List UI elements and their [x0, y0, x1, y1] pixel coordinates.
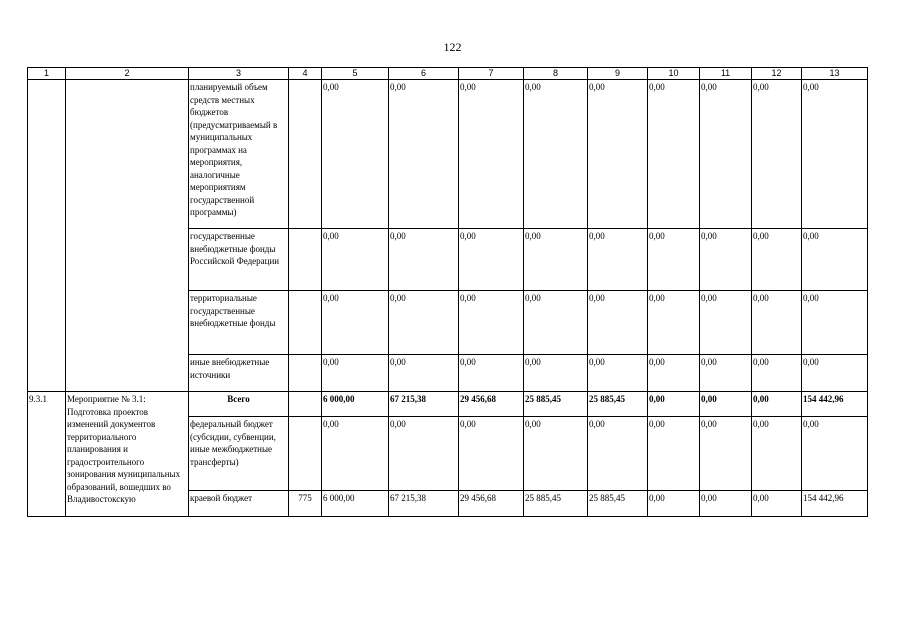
amount-cell: 0,00 — [700, 491, 752, 517]
budget-code — [289, 80, 322, 229]
funding-source: федеральный бюджет (субсидии, субвенции, иные межбюджетные трансферты) — [189, 417, 289, 491]
column-number: 10 — [648, 68, 700, 80]
amount-cell: 0,00 — [648, 229, 700, 291]
measure-number: 9.3.1 — [28, 392, 66, 517]
amount-cell: 0,00 — [459, 355, 524, 392]
amount-cell: 0,00 — [700, 80, 752, 229]
amount-cell: 0,00 — [752, 80, 802, 229]
funding-source-total: Всего — [189, 392, 289, 417]
amount-cell: 0,00 — [459, 291, 524, 355]
table-row — [28, 80, 868, 229]
amount-cell: 6 000,00 — [322, 392, 389, 417]
amount-cell: 0,00 — [524, 355, 588, 392]
amount-cell: 0,00 — [648, 80, 700, 229]
column-number: 2 — [66, 68, 189, 80]
column-number: 12 — [752, 68, 802, 80]
amount-cell: 0,00 — [524, 291, 588, 355]
column-number: 4 — [289, 68, 322, 80]
amount-cell: 0,00 — [752, 229, 802, 291]
amount-cell: 0,00 — [524, 229, 588, 291]
amount-cell: 0,00 — [459, 80, 524, 229]
amount-cell: 0,00 — [752, 491, 802, 517]
budget-code — [289, 417, 322, 491]
amount-cell: 0,00 — [389, 291, 459, 355]
amount-cell: 0,00 — [588, 417, 648, 491]
amount-cell: 0,00 — [524, 417, 588, 491]
amount-cell: 0,00 — [802, 417, 868, 491]
table-row-total — [28, 392, 868, 417]
funding-source: государственные внебюджетные фонды Российской Федерации — [189, 229, 289, 291]
amount-cell: 0,00 — [802, 291, 868, 355]
amount-cell: 25 885,45 — [524, 491, 588, 517]
column-number: 5 — [322, 68, 389, 80]
amount-cell: 25 885,45 — [524, 392, 588, 417]
column-number-row — [28, 68, 868, 80]
amount-cell: 0,00 — [588, 355, 648, 392]
column-number: 6 — [389, 68, 459, 80]
amount-cell: 154 442,96 — [802, 491, 868, 517]
amount-cell: 0,00 — [588, 291, 648, 355]
amount-cell: 0,00 — [459, 229, 524, 291]
amount-cell: 0,00 — [389, 80, 459, 229]
amount-cell: 0,00 — [648, 491, 700, 517]
amount-cell: 29 456,68 — [459, 392, 524, 417]
budget-code — [289, 291, 322, 355]
amount-cell: 0,00 — [389, 355, 459, 392]
amount-cell: 0,00 — [648, 291, 700, 355]
amount-cell: 0,00 — [700, 392, 752, 417]
amount-cell: 0,00 — [752, 417, 802, 491]
amount-cell: 0,00 — [752, 392, 802, 417]
column-number: 13 — [802, 68, 868, 80]
funding-source: планируемый объем средств местных бюджетов (предусматриваемый в муниципальных программах на мероприятия, аналогичные мероприятиям государственной программы) — [189, 80, 289, 229]
amount-cell: 0,00 — [459, 417, 524, 491]
amount-cell: 0,00 — [389, 229, 459, 291]
column-number: 7 — [459, 68, 524, 80]
amount-cell: 0,00 — [322, 80, 389, 229]
row-number-cell — [28, 80, 66, 392]
column-number: 8 — [524, 68, 588, 80]
funding-source: иные внебюджетные источники — [189, 355, 289, 392]
amount-cell: 25 885,45 — [588, 491, 648, 517]
amount-cell: 0,00 — [802, 80, 868, 229]
amount-cell: 0,00 — [588, 80, 648, 229]
amount-cell: 0,00 — [322, 417, 389, 491]
amount-cell: 0,00 — [700, 291, 752, 355]
page-number: 122 — [443, 40, 462, 54]
column-number: 11 — [700, 68, 752, 80]
amount-cell: 25 885,45 — [588, 392, 648, 417]
amount-cell: 0,00 — [648, 355, 700, 392]
amount-cell: 6 000,00 — [322, 491, 389, 517]
amount-cell: 0,00 — [322, 229, 389, 291]
amount-cell: 0,00 — [389, 417, 459, 491]
amount-cell: 29 456,68 — [459, 491, 524, 517]
amount-cell: 0,00 — [700, 417, 752, 491]
amount-cell: 154 442,96 — [802, 392, 868, 417]
amount-cell: 67 215,38 — [389, 392, 459, 417]
amount-cell: 0,00 — [700, 229, 752, 291]
measure-name: Мероприятие № 3.1: Подготовка проектов изменений документов территориального планирования и градостроительного зонирования муниципальных образований, вошедших во Владивостокскую — [66, 392, 189, 517]
amount-cell: 0,00 — [648, 417, 700, 491]
amount-cell: 0,00 — [322, 291, 389, 355]
amount-cell: 0,00 — [752, 355, 802, 392]
column-number: 9 — [588, 68, 648, 80]
amount-cell: 0,00 — [524, 80, 588, 229]
amount-cell: 0,00 — [700, 355, 752, 392]
budget-code — [289, 355, 322, 392]
amount-cell: 0,00 — [588, 229, 648, 291]
budget-code — [289, 392, 322, 417]
budget-table — [27, 67, 868, 517]
amount-cell: 0,00 — [648, 392, 700, 417]
budget-code: 775 — [289, 491, 322, 517]
funding-source: краевой бюджет — [189, 491, 289, 517]
funding-source: территориальные государственные внебюджетные фонды — [189, 291, 289, 355]
amount-cell: 0,00 — [802, 229, 868, 291]
amount-cell: 0,00 — [322, 355, 389, 392]
budget-code — [289, 229, 322, 291]
column-number: 3 — [189, 68, 289, 80]
amount-cell: 67 215,38 — [389, 491, 459, 517]
amount-cell: 0,00 — [752, 291, 802, 355]
measure-name-cell — [66, 80, 189, 392]
amount-cell: 0,00 — [802, 355, 868, 392]
column-number: 1 — [28, 68, 66, 80]
